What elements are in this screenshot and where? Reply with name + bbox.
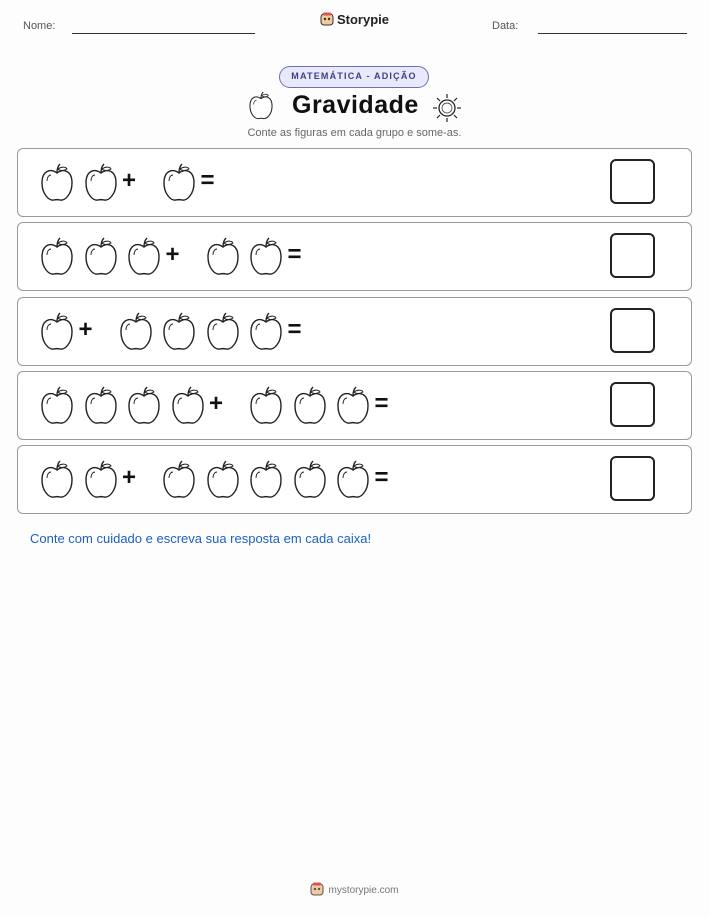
equals-sign: =: [287, 315, 302, 343]
apple-icon: [291, 386, 329, 426]
name-line[interactable]: [72, 33, 255, 34]
apple-icon: [204, 237, 242, 277]
apple-icon: [38, 386, 76, 426]
problem-row: [17, 371, 692, 440]
apple-icon: [247, 386, 285, 426]
apple-icon: [247, 460, 285, 500]
problem-row: [17, 445, 692, 514]
plus-sign: +: [209, 389, 224, 417]
problem-row: [17, 297, 692, 366]
apple-icon: [334, 460, 372, 500]
apple-icon: [160, 460, 198, 500]
apple-icon: [291, 460, 329, 500]
page-title: Gravidade: [292, 91, 419, 119]
apple-icon: [247, 91, 275, 121]
apple-icon: [204, 460, 242, 500]
apple-icon: [38, 460, 76, 500]
plus-sign: +: [165, 241, 180, 269]
apple-icon: [82, 460, 120, 500]
apple-icon: [38, 237, 76, 277]
date-label: Data:: [492, 20, 519, 32]
plus-sign: +: [122, 464, 137, 492]
plus-sign: +: [122, 167, 137, 194]
equals-sign: =: [374, 389, 389, 417]
storypie-logo-icon: [320, 12, 334, 26]
apple-icon: [82, 163, 120, 203]
problem-row: [17, 148, 692, 217]
apple-icon: [160, 312, 198, 352]
answer-box[interactable]: [610, 233, 655, 278]
date-line[interactable]: [538, 33, 687, 34]
apple-icon: [38, 312, 76, 352]
apple-icon: [247, 237, 285, 277]
answer-box[interactable]: [610, 159, 655, 204]
instructions: Conte as figuras em cada grupo e some-as.: [247, 127, 462, 139]
apple-icon: [117, 312, 155, 352]
title-row: [0, 90, 709, 124]
footer-note: Conte com cuidado e escreva sua resposta em cada caixa!: [30, 531, 372, 546]
apple-icon: [334, 386, 372, 426]
footer-url: mystorypie.com: [328, 885, 399, 896]
problem-row: [17, 222, 692, 291]
name-label: Nome:: [23, 20, 56, 32]
equals-sign: =: [374, 464, 389, 492]
answer-box[interactable]: [610, 308, 655, 353]
apple-icon: [125, 237, 163, 277]
subject-badge: MATEMÁTICA - ADIÇÃO: [279, 66, 429, 88]
footer: [0, 882, 709, 896]
brand-logo: [0, 12, 709, 27]
equals-sign: =: [287, 241, 302, 269]
apple-icon: [82, 386, 120, 426]
storypie-logo-icon: [310, 882, 324, 896]
apple-icon: [82, 237, 120, 277]
plus-sign: +: [78, 315, 93, 343]
equals-sign: =: [200, 167, 215, 194]
apple-icon: [204, 312, 242, 352]
sun-icon: [432, 93, 462, 123]
apple-icon: [38, 163, 76, 203]
apple-icon: [160, 163, 198, 203]
apple-icon: [247, 312, 285, 352]
apple-icon: [125, 386, 163, 426]
brand-name: Storypie: [336, 12, 389, 27]
answer-box[interactable]: [610, 382, 655, 427]
answer-box[interactable]: [610, 456, 655, 501]
apple-icon: [169, 386, 207, 426]
